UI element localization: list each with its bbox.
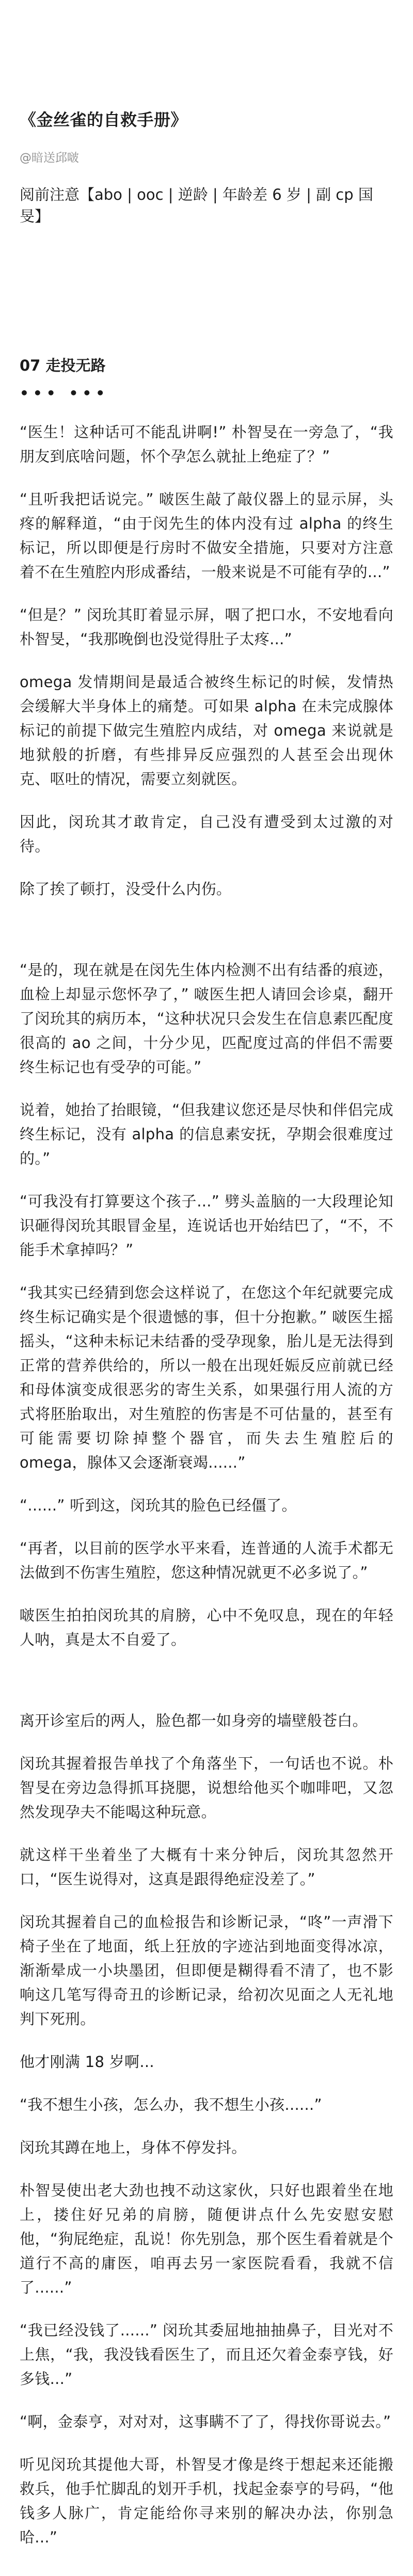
paragraph: “但是？” 闵玧其盯着显示屏，咽了把口水，不安地看向朴智旻，“我那晚倒也没觉得肚子太疼...” <box>20 606 393 648</box>
paragraph: omega 发情期间是最适合被终生标记的时候，发情热会缓解大半身体上的痛楚。可如果 alpha 在未完成腺体标记的前提下做完生殖腔内成结，对 omega 来说就是地狱般的折磨，有些排异反应强烈的人甚至会出现休克、呕吐的情况，需要立刻就医。 <box>20 673 393 788</box>
paragraph: “再者，以目前的医学水平来看，连普通的人流手术都无法做到不伤害生殖腔，您这种情况就更不必多说了。” <box>20 1539 393 1581</box>
paragraph: “我其实已经猜到您会这样说了，在您这个年纪就要完成终生标记确实是个很遗憾的事，但十分抱歉。” 啵医生摇摇头，“这种未标记未结番的受孕现象，胎儿是无法得到正常的营养供给的，所以一般在出现妊娠反应前就已经和母体演变成很恶劣的寄生关系，如果强行用人流的方式将胚胎取出，对生殖腔的伤害是不可估量的，甚至有可能需要切除掉整个器官，而失去生殖腔后的 omega，腺体又会逐渐衰竭......” <box>20 1284 393 1471</box>
paragraph: 因此，闵玧其才敢肯定，自己没有遭受到太过激的对待。 <box>20 813 393 855</box>
paragraph: 他才刚满 18 岁啊... <box>20 2053 154 2071</box>
paragraph: 朴智旻使出老大劲也拽不动这家伙，只好也跟着坐在地上，搂住好兄弟的肩膀，随便讲点什么先安慰安慰他，“狗屁绝症，乱说！你先别急，那个医生看着就是个道行不高的庸医，咱再去另一家医院看看，我就不信了......” <box>20 2182 393 2296</box>
paragraph: “......” 听到这，闵玧其的脸色已经僵了。 <box>20 1497 297 1514</box>
paragraph: “是的，现在就是在闵先生体内检测不出有结番的痕迹，血检上却显示您怀孕了，” 啵医生把人请回会诊桌，翻开了闵玧其的病历本，“这种状况只会发生在信息素匹配度很高的 ao 之间，十分少见，匹配度过高的伴侣不需要终生标记也有受孕的可能。” <box>20 961 393 1076</box>
chapter-heading: 07 走投无路 <box>20 357 106 374</box>
author-handle: @暗送邱啵 <box>20 151 79 165</box>
paragraph: “我已经没钱了......” 闵玧其委屈地抽抽鼻子，目光对不上焦，“我，我没钱看医生了，而且还欠着金泰亨钱，好多钱...” <box>20 2321 393 2388</box>
paragraph: 除了挨了顿打，没受什么内伤。 <box>20 880 232 898</box>
paragraph: 闵玧其握着自己的血检报告和诊断记录，“咚”一声滑下椅子坐在了地面，纸上狂放的字迹沾到地面变得冰凉，渐渐晕成一小块墨团，但即便是糊得看不清了，也不影响这几笔写得奇丑的诊断记录，给初次见面之人无礼地判下死刑。 <box>20 1913 393 2028</box>
story-title: 《金丝雀的自救手册》 <box>20 110 188 130</box>
paragraph: 闵玧其蹲在地上，身体不停发抖。 <box>20 2139 247 2156</box>
paragraph: 离开诊室后的两人，脸色都一如身旁的墙壁般苍白。 <box>20 1712 368 1729</box>
paragraph: 说着，她抬了抬眼镜，“但我建议您还是尽快和伴侣完成终生标记，没有 alpha 的信息素安抚，孕期会很难度过的。” <box>20 1101 393 1167</box>
paragraph: “可我没有打算要这个孩子...” 劈头盖脑的一大段理论知识砸得闵玧其眼冒金星，连说话也开始结巴了，“不，不能手术拿掉吗？” <box>20 1192 393 1259</box>
paragraph: “啊，金泰亨，对对对，这事瞒不了了，得找你哥说去。” <box>20 2413 391 2430</box>
paragraph: 就这样干坐着坐了大概有十来分钟后，闵玧其忽然开口，“医生说得对，这真是跟得绝症没差了。” <box>20 1846 393 1888</box>
paragraph: 听见闵玧其提他大哥，朴智旻才像是终于想起来还能搬救兵，他手忙脚乱的划开手机，找起金泰亨的号码，“他钱多人脉广，肯定能给你寻来别的解决办法，你别急哈...” <box>20 2456 393 2546</box>
reading-note: 阅前注意【abo | ooc | 逆龄 | 年龄差 6 岁 | 副 cp 国旻】 <box>20 186 373 225</box>
paragraph: “我不想生小孩，怎么办，我不想生小孩......” <box>20 2096 322 2113</box>
paragraph: “医生！这种话可不能乱讲啊!” 朴智旻在一旁急了，“我朋友到底啥问题，怀个孕怎么就扯上绝症了？” <box>20 423 393 465</box>
paragraph: “且听我把话说完。” 啵医生敲了敲仪器上的显示屏，头疼的解释道，“由于闵先生的体内没有过 alpha 的终生标记，所以即便是行房时不做安全措施，只要对方注意着不在生殖腔内形成番结，一般来说是不可能有孕的...” <box>20 490 393 581</box>
paragraph: 啵医生拍拍闵玧其的肩膀，心中不免叹息，现在的年轻人呐，真是太不自爱了。 <box>20 1607 393 1648</box>
section-dots: ••• ••• <box>20 385 109 402</box>
paragraph: 闵玧其握着报告单找了个角落坐下，一句话也不说。朴智旻在旁边急得抓耳挠腮，说想给他买个咖啡吧，又忽然发现孕夫不能喝这种玩意。 <box>20 1755 393 1821</box>
story-body <box>20 420 393 2550</box>
